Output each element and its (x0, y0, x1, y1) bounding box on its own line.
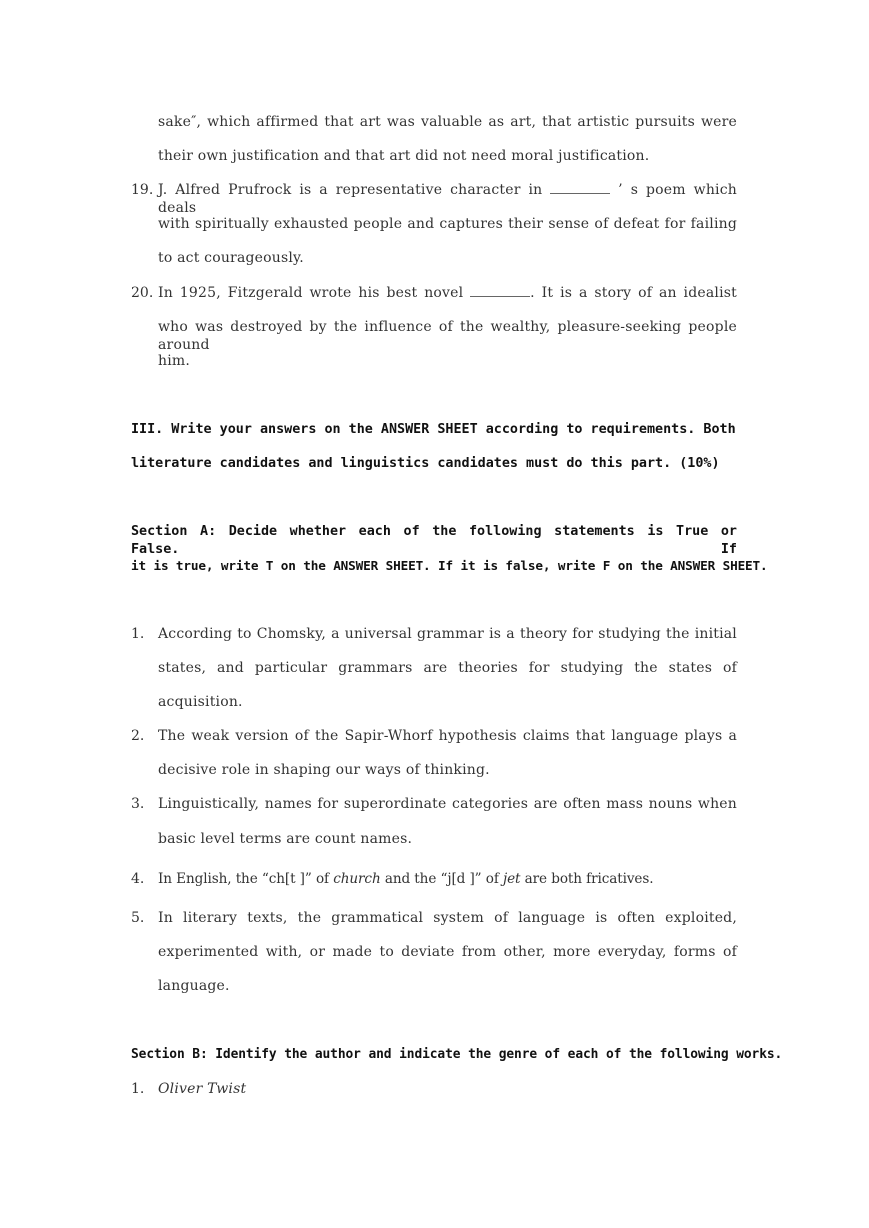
answer-blank (550, 181, 610, 194)
sa-item-5-line-1: In literary texts, the grammatical system of language is often exploited, (158, 910, 737, 926)
q19-line-1-end: ’ s poem which deals (158, 182, 737, 216)
sa-item-1-line-2: states, and particular grammars are theories for studying the states of (158, 660, 737, 676)
sa-item-1-line-3: acquisition. (158, 694, 243, 710)
q20-number: 20. (131, 285, 154, 301)
sa-item-2-line-1: The weak version of the Sapir-Whorf hypothesis claims that language plays a (158, 728, 737, 744)
q19-line-1-start: J. Alfred Prufrock is a representative character in (158, 182, 551, 198)
sa-item-2-number: 2. (131, 728, 145, 744)
sa-item-1-number: 1. (131, 626, 145, 642)
sa-item-4-number: 4. (131, 871, 145, 887)
sa-item-5-number: 5. (131, 910, 145, 926)
q18-line-1: sake″, which affirmed that art was valuable as art, that artistic pursuits were (158, 114, 737, 130)
sa-item-4-text-a: In English, the “ch[t ]” of (158, 871, 334, 887)
q19-number: 19. (131, 182, 154, 198)
section-a-heading-line-2: it is true, write T on the ANSWER SHEET. If it is false, write F on the ANSWER SHEET. (131, 558, 768, 573)
answer-blank (470, 284, 530, 297)
sa-item-3-line-1: Linguistically, names for superordinate categories are often mass nouns when (158, 796, 737, 812)
sb-item-1-number: 1. (131, 1081, 145, 1097)
sb-item-1-title: Oliver Twist (158, 1081, 247, 1097)
sa-item-5-line-3: language. (158, 978, 230, 994)
sa-item-3-number: 3. (131, 796, 145, 812)
q20-line-1-end: . It is a story of an idealist (530, 285, 737, 301)
part3-heading-line-2: literature candidates and linguistics candidates must do this part. (10%) (131, 456, 720, 471)
sa-item-3-line-2: basic level terms are count names. (158, 831, 413, 847)
q19-line-3: to act courageously. (158, 250, 304, 266)
part3-heading-line-1: III. Write your answers on the ANSWER SHEET according to requirements. Both (131, 422, 736, 437)
sa-item-5-line-2: experimented with, or made to deviate from other, more everyday, forms of (158, 944, 737, 960)
q19-line-2: with spiritually exhausted people and captures their sense of defeat for failing (158, 216, 737, 232)
q20-line-3: him. (158, 353, 191, 369)
sa-item-4-text-c: are both fricatives. (520, 871, 654, 887)
q20-line-2: who was destroyed by the influence of the wealthy, pleasure-seeking people around (158, 319, 737, 353)
sa-item-4-text-b: and the “j[d ]” of (380, 871, 503, 887)
q20-line-1-start: In 1925, Fitzgerald wrote his best novel (158, 285, 471, 301)
section-a-heading-line-1: Section A: Decide whether each of the following statements is True or False. If (131, 524, 737, 557)
sa-item-1-line-1: According to Chomsky, a universal grammar is a theory for studying the initial (158, 626, 737, 642)
sa-item-4-word-church: church (333, 871, 381, 887)
q18-line-2: their own justification and that art did not need moral justification. (158, 148, 650, 164)
section-b-heading: Section B: Identify the author and indicate the genre of each of the following works. (131, 1047, 783, 1062)
q19-line-1 (158, 181, 737, 217)
sa-item-4-line-1 (158, 870, 653, 888)
sa-item-4-word-jet: jet (502, 871, 521, 887)
q20-line-1 (158, 284, 737, 302)
sa-item-2-line-2: decisive role in shaping our ways of thinking. (158, 762, 490, 778)
